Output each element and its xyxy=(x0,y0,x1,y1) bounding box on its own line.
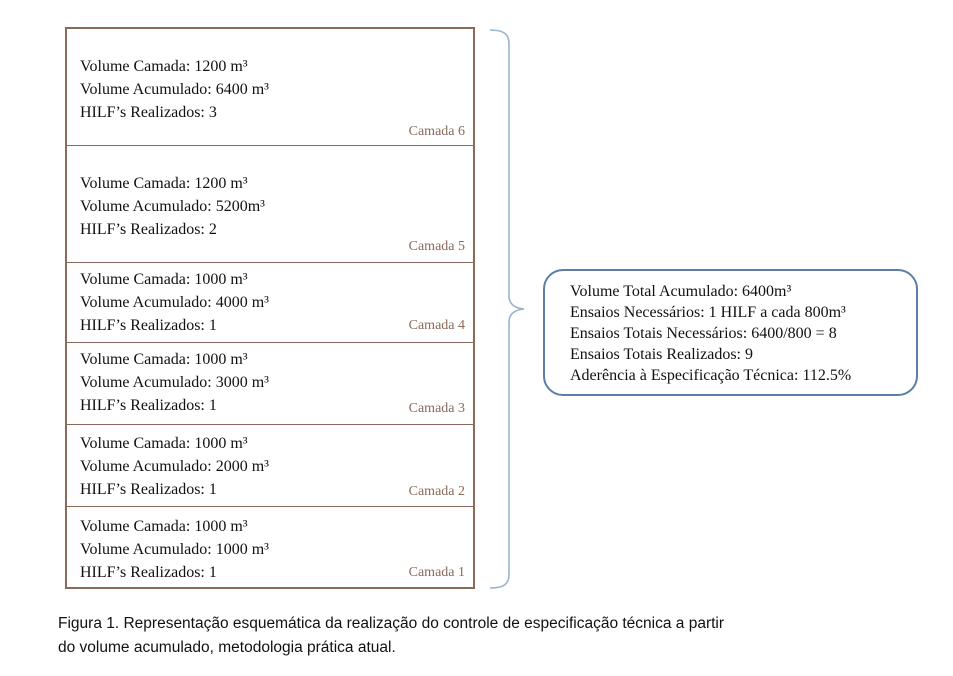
layer-6-hilf: HILF’s Realizados: 3 xyxy=(80,104,217,121)
layer-5-volume-camada: Volume Camada: 1200 m³ xyxy=(80,175,248,192)
summary-total-performed: Ensaios Totais Realizados: 9 xyxy=(570,346,753,363)
layer-4-lines xyxy=(80,268,269,337)
layer-3-label: Camada 3 xyxy=(408,401,465,416)
layer-1-lines xyxy=(80,515,269,584)
layer-5-label: Camada 5 xyxy=(408,239,465,254)
summary-total-required: Ensaios Totais Necessários: 6400/800 = 8 xyxy=(570,325,837,342)
layer-3-lines xyxy=(80,348,269,417)
layer-3-hilf: HILF’s Realizados: 1 xyxy=(80,397,217,414)
layer-4-label: Camada 4 xyxy=(408,318,465,333)
curly-brace xyxy=(488,28,528,590)
layer-5-hilf: HILF’s Realizados: 2 xyxy=(80,221,217,238)
layer-4 xyxy=(67,262,473,342)
layer-3 xyxy=(67,342,473,424)
layer-3-volume-camada: Volume Camada: 1000 m³ xyxy=(80,351,248,368)
caption-line-1: Figura 1. Representação esquemática da realização do controle de especificação técnica a partir xyxy=(58,615,725,632)
summary-box xyxy=(543,269,918,396)
summary-required-rate: Ensaios Necessários: 1 HILF a cada 800m³ xyxy=(570,304,846,321)
layer-2-hilf: HILF’s Realizados: 1 xyxy=(80,481,217,498)
summary-adherence: Aderência à Especificação Técnica: 112.5% xyxy=(570,367,852,384)
layer-5 xyxy=(67,145,473,262)
layer-stack xyxy=(65,27,475,589)
caption-line-2: do volume acumulado, metodologia prática atual. xyxy=(58,639,396,656)
layer-1 xyxy=(67,506,473,587)
layer-2-volume-acumulado: Volume Acumulado: 2000 m³ xyxy=(80,458,269,475)
figure-caption xyxy=(58,612,878,660)
layer-6-volume-acumulado: Volume Acumulado: 6400 m³ xyxy=(80,81,269,98)
layer-1-hilf: HILF’s Realizados: 1 xyxy=(80,564,217,581)
layer-2-lines xyxy=(80,432,269,501)
layer-4-volume-acumulado: Volume Acumulado: 4000 m³ xyxy=(80,294,269,311)
layer-5-volume-acumulado: Volume Acumulado: 5200m³ xyxy=(80,198,265,215)
layer-4-hilf: HILF’s Realizados: 1 xyxy=(80,317,217,334)
layer-6-lines xyxy=(80,55,269,124)
layer-6-volume-camada: Volume Camada: 1200 m³ xyxy=(80,58,248,75)
summary-total-volume: Volume Total Acumulado: 6400m³ xyxy=(570,283,792,300)
layer-2-volume-camada: Volume Camada: 1000 m³ xyxy=(80,435,248,452)
layer-5-lines xyxy=(80,172,265,241)
layer-4-volume-camada: Volume Camada: 1000 m³ xyxy=(80,271,248,288)
layer-1-label: Camada 1 xyxy=(408,565,465,580)
layer-2-label: Camada 2 xyxy=(408,484,465,499)
layer-6-label: Camada 6 xyxy=(408,124,465,139)
layer-1-volume-camada: Volume Camada: 1000 m³ xyxy=(80,518,248,535)
layer-1-volume-acumulado: Volume Acumulado: 1000 m³ xyxy=(80,541,269,558)
layer-3-volume-acumulado: Volume Acumulado: 3000 m³ xyxy=(80,374,269,391)
layer-6 xyxy=(67,29,473,145)
layer-2 xyxy=(67,424,473,506)
